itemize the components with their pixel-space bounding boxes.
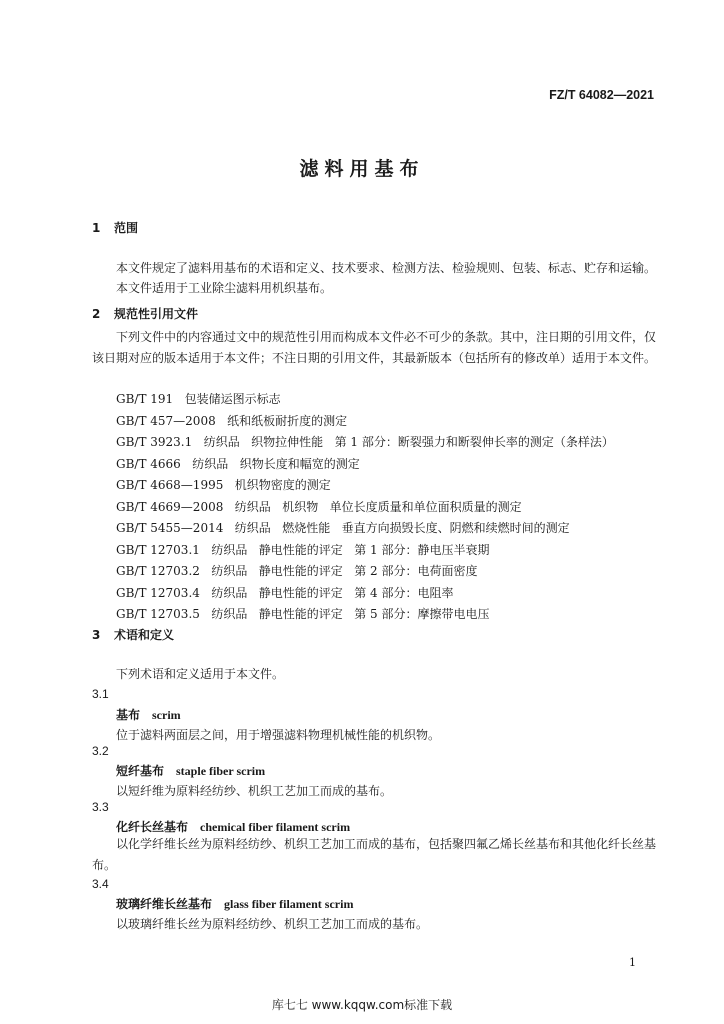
term-number: 3.4 [92, 877, 109, 891]
reference-item: GB/T 191 包装储运图示标志 [116, 392, 281, 406]
term-name [116, 895, 353, 912]
section-3-number: 3 [92, 628, 101, 642]
section-3-title: 术语和定义 [114, 628, 175, 642]
term-zh: 玻璃纤维长丝基布 [116, 897, 213, 911]
page-number: 1 [629, 956, 636, 969]
section-3-intro: 下列术语和定义适用于本文件。 [116, 667, 285, 681]
term-en: glass fiber filament scrim [224, 897, 354, 911]
standard-code: FZ/T 64082—2021 [549, 88, 654, 102]
reference-item: GB/T 4669—2008 纺织品 机织物 单位长度质量和单位面积质量的测定 [116, 499, 522, 514]
section-1-heading [92, 219, 138, 236]
reference-item: GB/T 4666 纺织品 织物长度和幅宽的测定 [116, 456, 360, 471]
term-name [116, 706, 181, 723]
reference-item: GB/T 12703.2 纺织品 静电性能的评定 第 2 部分：电荷面密度 [116, 564, 478, 578]
term-number: 3.2 [92, 744, 109, 758]
term-number: 3.1 [92, 687, 109, 701]
section-2-title: 规范性引用文件 [114, 307, 199, 321]
reference-item: GB/T 4668—1995 机织物密度的测定 [116, 478, 331, 492]
section-3-heading [92, 626, 174, 643]
term-definition: 以化学纤维长丝为原料经纺纱、机织工艺加工而成的基布，包括聚四氟乙烯长丝基布和其他化纤长丝基布。 [92, 837, 657, 872]
section-1-title: 范围 [114, 221, 139, 235]
footer-watermark: 库七七 www.kqqw.com标准下载 [271, 998, 453, 1012]
section-2-heading [92, 305, 198, 322]
term-en: staple fiber scrim [176, 764, 266, 778]
term-number: 3.3 [92, 800, 109, 814]
reference-list [116, 389, 614, 626]
term-en: scrim [152, 708, 181, 722]
section-1-paragraph: 本文件适用于工业除尘滤料用机织基布。 [116, 281, 333, 295]
reference-item: GB/T 12703.1 纺织品 静电性能的评定 第 1 部分：静电压半衰期 [116, 542, 490, 557]
reference-item: GB/T 5455—2014 纺织品 燃烧性能 垂直方向损毁长度、阴燃和续燃时间的测定 [116, 521, 570, 535]
reference-item: GB/T 3923.1 纺织品 织物拉伸性能 第 1 部分：断裂强力和断裂伸长率的测定（条样法） [116, 435, 614, 449]
section-1-number: 1 [92, 221, 101, 235]
term-zh: 基布 [116, 708, 141, 722]
term-definition: 以玻璃纤维长丝为原料经纺纱、机织工艺加工而成的基布。 [116, 917, 429, 931]
term-definition: 位于滤料两面层之间，用于增强滤料物理机械性能的机织物。 [116, 728, 441, 742]
term-zh: 化纤长丝基布 [116, 820, 189, 834]
section-2-number: 2 [92, 307, 101, 321]
term-definition: 以短纤维为原料经纺纱、机织工艺加工而成的基布。 [116, 784, 393, 798]
term-zh: 短纤基布 [116, 764, 165, 778]
term-en: chemical fiber filament scrim [200, 820, 351, 834]
section-1-paragraph: 本文件规定了滤料用基布的术语和定义、技术要求、检测方法、检验规则、包装、标志、贮存和运输。 [116, 261, 657, 275]
term-name [116, 762, 265, 779]
document-title: 滤料用基布 [299, 158, 425, 180]
term-name [116, 818, 350, 835]
reference-item: GB/T 12703.4 纺织品 静电性能的评定 第 4 部分：电阻率 [116, 585, 454, 600]
reference-item: GB/T 457—2008 纸和纸板耐折度的测定 [116, 413, 348, 428]
section-2-intro: 下列文件中的内容通过文中的规范性引用而构成本文件必不可少的条款。其中，注日期的引用文件，仅该日期对应的版本适用于本文件；不注日期的引用文件，其最新版本（包括所有的修改单）适用于本文件。 [92, 330, 657, 365]
reference-item: GB/T 12703.5 纺织品 静电性能的评定 第 5 部分：摩擦带电电压 [116, 607, 490, 621]
